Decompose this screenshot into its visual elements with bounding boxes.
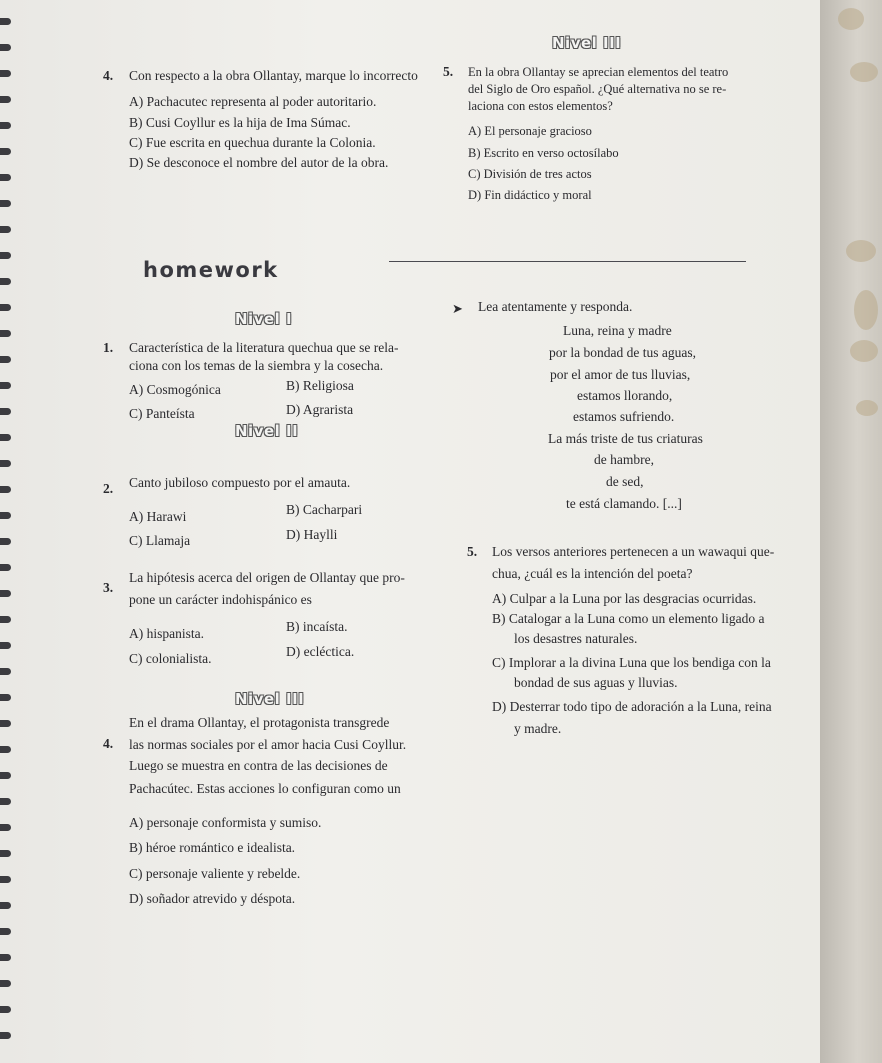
question-stem-line: La hipótesis acerca del origen de Ollantay que pro- — [129, 570, 405, 585]
poem-line: La más triste de tus criaturas — [548, 431, 703, 446]
question-stem-line: Pachacútec. Estas acciones lo configuran como un — [129, 781, 401, 796]
question-stem-line: laciona con estos elementos? — [468, 99, 613, 113]
option: B) Catalogar a la Luna como un elemento ligado a — [492, 611, 765, 626]
question-stem: Con respecto a la obra Ollantay, marque lo incorrecto — [129, 68, 418, 83]
option: A) Pachacutec representa al poder autoritario. — [129, 94, 377, 109]
level-heading-2: Nivel II — [235, 422, 299, 440]
option: B) héroe romántico e idealista. — [129, 840, 296, 855]
poem-line: por el amor de tus lluvias, — [550, 367, 691, 382]
question-number: 2. — [103, 481, 114, 496]
question-stem-line: Los versos anteriores pertenecen a un wawaqui que- — [492, 544, 775, 559]
option: B) Escrito en verso octosílabo — [468, 146, 619, 160]
option: C) División de tres actos — [468, 167, 592, 181]
option: D) Desterrar todo tipo de adoración a la Luna, reina — [492, 699, 772, 714]
option: C) Llamaja — [129, 533, 191, 548]
poem-line: estamos sufriendo. — [573, 409, 675, 424]
option: A) hispanista. — [129, 626, 204, 641]
poem-line: de sed, — [606, 474, 644, 489]
option: C) personaje valiente y rebelde. — [129, 866, 301, 881]
poem-line: te está clamando. [...] — [566, 496, 682, 511]
option: A) Harawi — [129, 509, 187, 524]
question-stem-line: pone un carácter indohispánico es — [129, 592, 312, 607]
question-number: 4. — [103, 736, 114, 751]
question-number: 3. — [103, 580, 114, 595]
option-continuation: los desastres naturales. — [514, 631, 638, 646]
question-stem-line: Característica de la literatura quechua que se rela- — [129, 340, 399, 355]
arrow-bullet-icon: ➤ — [452, 301, 463, 316]
poem-line: de hambre, — [594, 452, 654, 467]
option: A) Cosmogónica — [129, 382, 221, 397]
option: D) Haylli — [286, 527, 338, 542]
question-stem-line: del Siglo de Oro español. ¿Qué alternativa no se re- — [468, 82, 727, 96]
option: A) Culpar a la Luna por las desgracias ocurridas. — [492, 591, 757, 606]
option: C) Panteísta — [129, 406, 195, 421]
option: C) Fue escrita en quechua durante la Colonia. — [129, 135, 376, 150]
level-heading-top: Nivel III — [552, 34, 622, 52]
option: D) Fin didáctico y moral — [468, 188, 592, 202]
level-heading-3: Nivel III — [235, 690, 305, 708]
option: D) soñador atrevido y déspota. — [129, 891, 296, 906]
option: A) personaje conformista y sumiso. — [129, 815, 322, 830]
reading-instruction: Lea atentamente y responda. — [478, 299, 633, 314]
option: B) incaísta. — [286, 619, 348, 634]
question-stem-line: las normas sociales por el amor hacia Cusi Coyllur. — [129, 737, 407, 752]
divider-line — [389, 261, 746, 262]
poem-line: por la bondad de tus aguas, — [549, 345, 696, 360]
option: B) Cusi Coyllur es la hija de Ima Súmac. — [129, 115, 351, 130]
question-stem-line: ciona con los temas de la siembra y la cosecha. — [129, 358, 384, 373]
question-stem-line: chua, ¿cuál es la intención del poeta? — [492, 566, 693, 581]
option: A) El personaje gracioso — [468, 124, 592, 138]
question-stem-line: En la obra Ollantay se aprecian elementos del teatro — [468, 65, 729, 79]
question-number: 5. — [443, 64, 454, 79]
option: D) Se desconoce el nombre del autor de la obra. — [129, 155, 389, 170]
option: B) Cacharpari — [286, 502, 363, 517]
question-number: 4. — [103, 68, 114, 83]
option: C) colonialista. — [129, 651, 212, 666]
spiral-binding — [0, 0, 14, 1063]
background-pages-edge — [820, 0, 882, 1063]
option-continuation: bondad de sus aguas y lluvias. — [514, 675, 678, 690]
option: B) Religiosa — [286, 378, 354, 393]
poem-line: Luna, reina y madre — [563, 323, 672, 338]
question-stem-line: Luego se muestra en contra de las decisiones de — [129, 758, 388, 773]
homework-heading: homework — [143, 258, 279, 282]
option: C) Implorar a la divina Luna que los bendiga con la — [492, 655, 771, 670]
question-number: 1. — [103, 340, 114, 355]
question-number: 5. — [467, 544, 478, 559]
option-continuation: y madre. — [514, 721, 562, 736]
option: D) Agrarista — [286, 402, 354, 417]
question-stem: Canto jubiloso compuesto por el amauta. — [129, 475, 351, 490]
option: D) ecléctica. — [286, 644, 355, 659]
question-stem-line: En el drama Ollantay, el protagonista transgrede — [129, 715, 390, 730]
poem-line: estamos llorando, — [577, 388, 673, 403]
level-heading-1: Nivel I — [235, 310, 293, 328]
